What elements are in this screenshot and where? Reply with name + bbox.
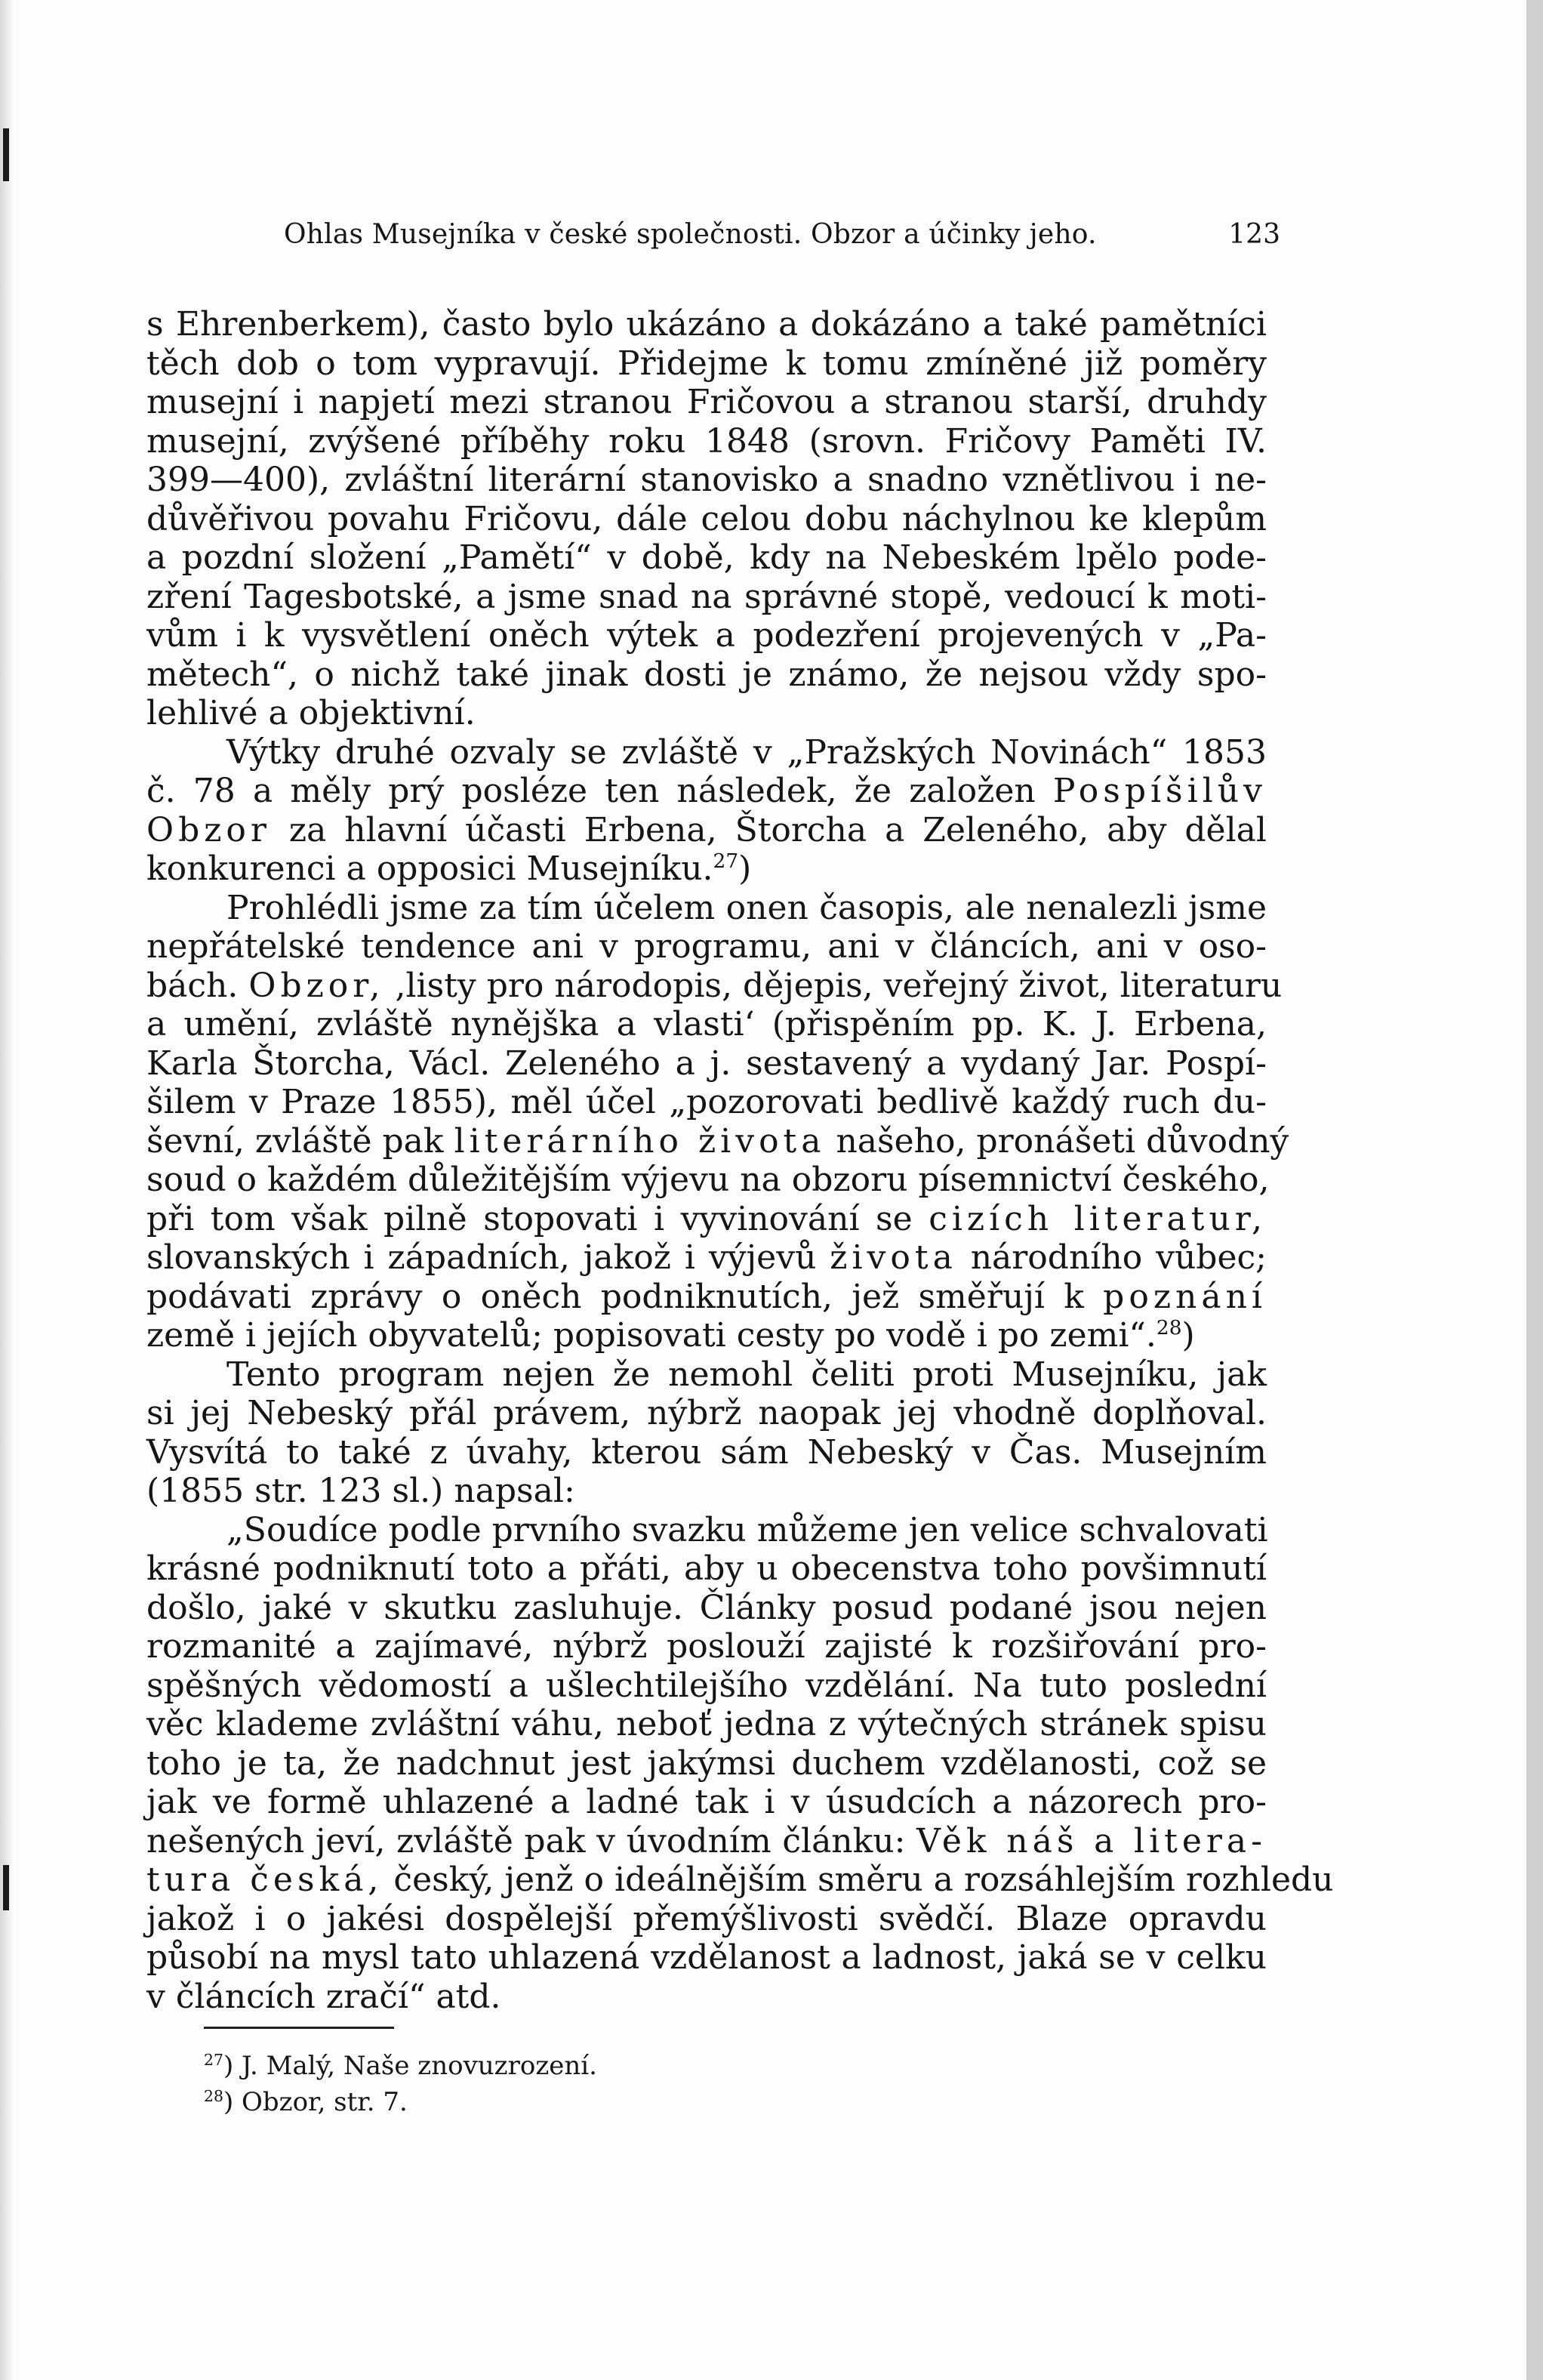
footnote-ref: 28 — [1156, 1316, 1182, 1340]
text-line: Prohlédli jsme za tím účelem onen časopis, ale nenalezli jsme — [226, 888, 1267, 927]
emphasis-literarniho-zivota: literárního života — [454, 1121, 826, 1161]
text-line: šilem v Praze 1855), měl účel „pozorovati bedlivě každý ruch du- — [146, 1083, 1267, 1121]
text-line: (1855 str. 123 sl.) napsal: — [146, 1472, 575, 1510]
text-line: Karla Štorcha, Václ. Zeleného a j. sestavený a vydaný Jar. Pospí- — [146, 1044, 1267, 1083]
scan-edge-mark — [3, 1865, 9, 1910]
body-text — [146, 305, 1334, 2016]
text-line: a pozdní složení „Pamětí“ v době, kdy na Nebeském lpělo pode- — [146, 538, 1267, 577]
emphasis-poznani: poznání — [1103, 1277, 1267, 1316]
text-line: konkurenci a opposici Musejníku.$^{27}$) — [146, 849, 752, 888]
emphasis-zivota: života — [830, 1238, 957, 1277]
text-line: Obzor za hlavní účasti Erbena, Štorcha a Zeleného, aby dělal — [146, 810, 1267, 849]
running-head-title: Ohlas Musejníka v české společnosti. Obzor a účinky jeho. — [284, 219, 1097, 250]
text-line: musejní i napjetí mezi stranou Fričovou a stranou starší, druhdy — [146, 383, 1267, 421]
text-line: musejní, zvýšené příběhy roku 1848 (srovn. Fričovy Paměti IV. — [146, 421, 1267, 461]
text-line: zření Tagesbotské, a jsme snad na správné stopě, vedoucí k moti- — [146, 577, 1267, 616]
text-line: nešených jeví, zvláště pak v úvodním článku: Věk náš a litera- — [146, 1821, 1267, 1861]
emphasis-obzor: Obzor — [146, 810, 271, 849]
scan-edge-mark — [3, 128, 9, 181]
emphasis-tura-ceska: tura česká, — [146, 1861, 383, 1899]
footnotes — [204, 2048, 597, 2120]
text-line: Tento program nejen že nemohl čeliti proti Musejníku, jak — [226, 1355, 1267, 1394]
text-line: došlo, jaké v skutku zasluhuje. Články posud podané jsou nejen — [146, 1588, 1267, 1627]
text-line: důvěřivou povahu Fričovu, dále celou dobu náchylnou ke klepům — [146, 499, 1267, 538]
text-line: při tom však pilně stopovati i vyvinování se cizích literatur, — [146, 1199, 1267, 1238]
text-line: s Ehrenberkem), často bylo ukázáno a dokázáno a také pamětníci — [146, 305, 1267, 344]
emphasis-cizich-literatur: cizích literatur, — [929, 1199, 1267, 1238]
text-line: si jej Nebeský přál právem, nýbrž naopak jej vhodně doplňoval. — [146, 1394, 1267, 1432]
text-line: spěšných vědomostí a ušlechtilejšího vzdělání. Na tuto poslední — [146, 1666, 1267, 1705]
text-line: země i jejích obyvatelů; popisovati cesty po vodě i po zemi“.$^{28}$) — [146, 1316, 1195, 1355]
text-line: soud o každém důležitějším výjevu na obzoru písemnictví českého, — [146, 1161, 1270, 1199]
text-line: Vysvítá to také z úvahy, kterou sám Nebeský v Čas. Musejním — [146, 1432, 1267, 1472]
text-line: vům i k vysvětlení oněch výtek a podezření projevených v „Pa- — [146, 616, 1267, 655]
text-line: rozmanité a zajímavé, nýbrž poslouží zajisté k rozšiřování pro- — [146, 1627, 1267, 1666]
text-line: tura česká, český, jenž o ideálnějším směru a rozsáhlejším rozhledu — [146, 1861, 1334, 1899]
text-line: mětech“, o nichž také jinak dosti je známo, že nejsou vždy spo- — [146, 655, 1267, 694]
emphasis-pospisiluv: Pospíšilův — [1052, 772, 1267, 810]
emphasis-vek-nas: Věk náš a litera- — [916, 1821, 1267, 1861]
text-line: těch dob o tom vypravují. Přidejme k tomu zmíněné již poměry — [146, 344, 1267, 383]
text-line: v článcích zračí“ atd. — [146, 1977, 501, 2016]
scan-right-edge — [1526, 0, 1543, 2380]
text-line: věc klademe zvláštní váhu, neboť jedna z výtečných stránek spisu — [146, 1705, 1267, 1743]
text-line: krásné podniknutí toto a přáti, aby u obecenstva toho povšimnutí — [146, 1549, 1267, 1588]
running-head — [284, 216, 1280, 254]
text-line: podávati zprávy o oněch podniknutích, jež směřují k poznání — [146, 1277, 1267, 1316]
text-line: nepřátelské tendence ani v programu, ani v článcích, ani v oso- — [146, 927, 1267, 966]
text-line: č. 78 a měly prý posléze ten následek, že založen Pospíšilův — [146, 772, 1267, 810]
text-line: působí na mysl tato uhlazená vzdělanost a ladnost, jaká se v celku — [146, 1938, 1267, 1977]
page-number: 123 — [1228, 219, 1280, 250]
footnote: $^{27}$) J. Malý, Naše znovuzrození. — [204, 2050, 597, 2081]
text-line: slovanských i západních, jakož i výjevů života národního vůbec; — [146, 1238, 1267, 1277]
emphasis-obzor: Obzor, — [248, 966, 385, 1005]
text-line: ševní, zvláště pak literárního života našeho, pronášeti důvodný — [146, 1121, 1289, 1161]
text-line: jak ve formě uhlazené a ladné tak i v úsudcích a názorech pro- — [146, 1783, 1267, 1821]
text-line: toho je ta, že nadchnut jest jakýmsi duchem vzdělanosti, což se — [146, 1743, 1267, 1783]
footnote: $^{28}$) Obzor, str. 7. — [204, 2086, 408, 2117]
text-line: lehlivé a objektivní. — [146, 694, 476, 732]
scan-left-edge — [0, 0, 14, 2380]
footnote-ref: 27 — [713, 849, 739, 874]
text-line: 399—400), zvláštní literární stanovisko a snadno vznětlivou i ne- — [146, 461, 1267, 499]
text-line: Výtky druhé ozvaly se zvláště v „Pražských Novinách“ 1853 — [226, 732, 1267, 772]
text-line: jakož i o jakési dospělejší přemýšlivosti svědčí. Blaze opravdu — [146, 1899, 1267, 1938]
text-line: „Soudíce podle prvního svazku můžeme jen velice schvalovati — [226, 1510, 1268, 1549]
text-line: a umění, zvláště nynějška a vlasti‘ (přispěním pp. K. J. Erbena, — [146, 1005, 1267, 1044]
text-line: bách. Obzor, ,listy pro národopis, dějepis, veřejný život, literaturu — [146, 966, 1283, 1005]
footnote-divider — [204, 2027, 394, 2029]
